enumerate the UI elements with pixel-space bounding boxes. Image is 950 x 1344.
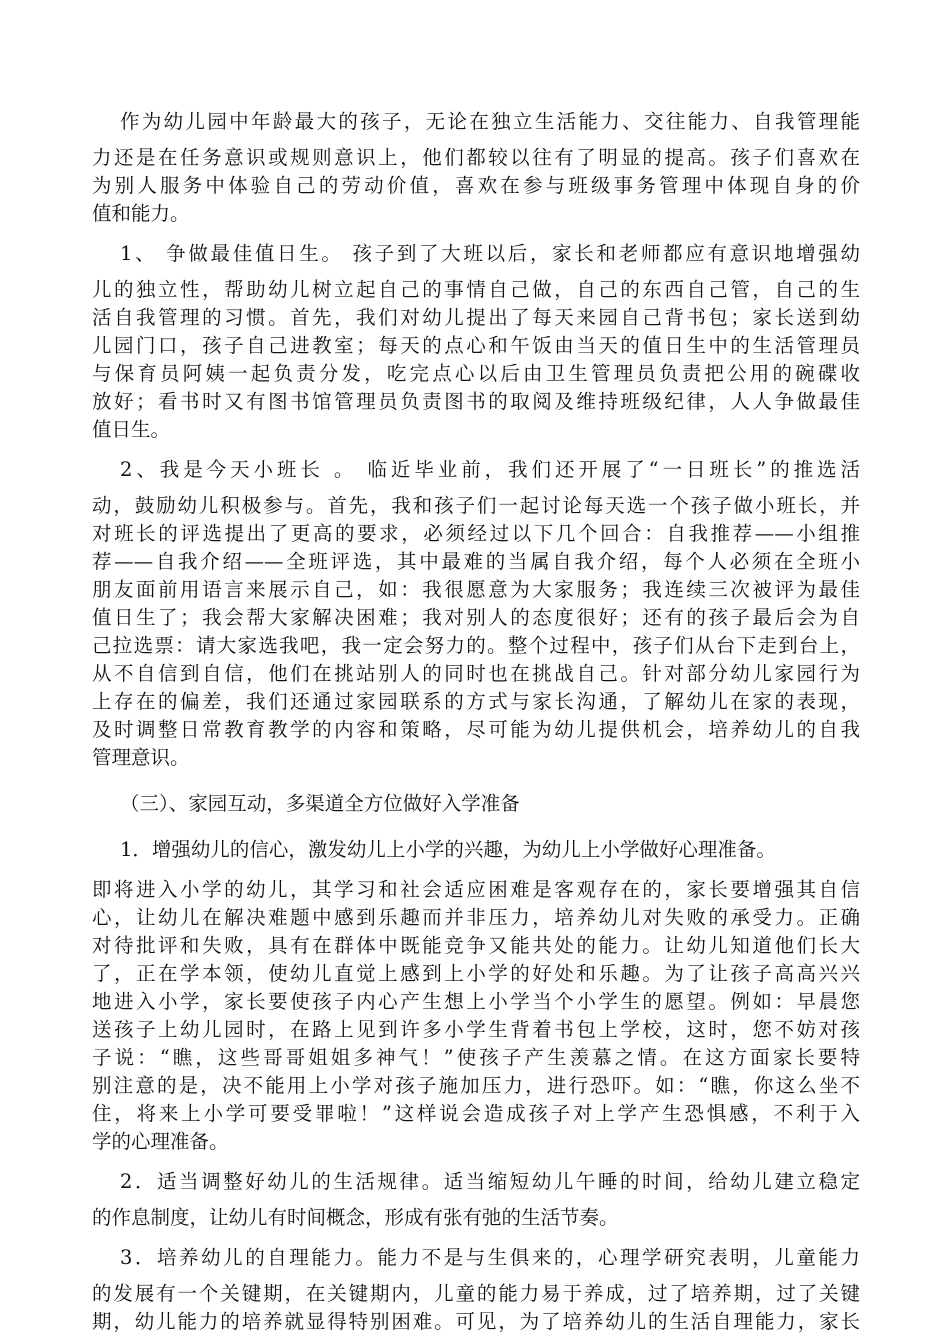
text-line: 3．培养幼儿的自理能力。能力不是与生俱来的，心理学研究表明，儿童能力 — [120, 1246, 860, 1269]
text-line: 子说：“瞧，这些哥哥姐姐多神气！”使孩子产生羡慕之情。在这方面家长要特 — [92, 1046, 860, 1069]
text-line: 管理意识。 — [92, 746, 190, 769]
section-heading — [92, 790, 860, 818]
text-line: 心，让幼儿在解决难题中感到乐趣而并非压力，培养幼儿对失败的承受力。正确 — [92, 906, 860, 929]
text-line: 值日生。 — [92, 418, 171, 441]
text-line: 住，将来上小学可要受罪啦！”这样说会造成孩子对上学产生恐惧感，不利于入 — [92, 1102, 860, 1125]
section-heading-text: （三）、家园互动，多渠道全方位做好入学准备 — [120, 792, 520, 815]
text-line: 值日生了；我会帮大家解决困难；我对别人的态度很好；还有的孩子最后会为自 — [92, 606, 860, 629]
text-line: 别注意的是，决不能用上小学对孩子施加压力，进行恐吓。如：“瞧，你这么坐不 — [92, 1074, 860, 1097]
text-line: 作为幼儿园中年龄最大的孩子，无论在独立生活能力、交往能力、自我管理能 — [120, 110, 860, 133]
text-line: 放好；看书时又有图书馆管理员负责图书的取阅及维持班级纪律，人人争做最佳 — [92, 390, 860, 413]
text-line: 地进入小学，家长要使孩子内心产生想上小学当个小学生的愿望。例如：早晨您 — [92, 990, 860, 1013]
text-line: 及时调整日常教育教学的内容和策略，尽可能为幼儿提供机会，培养幼儿的自我 — [92, 718, 860, 741]
text-line: 1．增强幼儿的信心，激发幼儿上小学的兴趣，为幼儿上小学做好心理准备。 — [120, 838, 776, 861]
text-line: 1、 争做最佳值日生。 孩子到了大班以后，家长和老师都应有意识地增强幼 — [120, 242, 860, 265]
point-3-paragraph — [92, 1244, 860, 1336]
point-1-paragraph — [92, 836, 860, 1156]
text-line: 值和能力。 — [92, 202, 190, 225]
text-line: 力还是在任务意识或规则意识上，他们都较以往有了明显的提高。孩子们喜欢在 — [92, 146, 860, 169]
text-line: 为别人服务中体验自己的劳动价值，喜欢在参与班级事务管理中体现自身的价 — [92, 174, 860, 197]
text-line: 从不自信到自信，他们在挑站别人的同时也在挑战自己。针对部分幼儿家园行为 — [92, 662, 860, 685]
text-line: 的发展有一个关键期，在关键期内，儿童的能力易于养成，过了培养期，过了关键 — [92, 1282, 860, 1305]
text-line: 期，幼儿能力的培养就显得特别困难。可见，为了培养幼儿的生活自理能力，家长 — [92, 1310, 860, 1333]
text-line: 的作息制度，让幼儿有时间概念，形成有张有弛的生活节奏。 — [92, 1206, 619, 1229]
text-line: 对班长的评选提出了更高的要求，必须经过以下几个回合：自我推荐——小组推 — [92, 522, 860, 545]
text-line: 对待批评和失败，具有在群体中既能竞争又能共处的能力。让幼儿知道他们长大 — [92, 934, 860, 957]
text-line: 上存在的偏差，我们还通过家园联系的方式与家长沟通，了解幼儿在家的表现， — [92, 690, 860, 713]
text-line: 2、我是今天小班长 。 临近毕业前，我们还开展了“一日班长”的推选活 — [120, 458, 860, 481]
text-line: 荐——自我介绍——全班评选，其中最难的当属自我介绍，每个人必须在全班小 — [92, 550, 860, 573]
text-line: 朋友面前用语言来展示自己，如：我很愿意为大家服务；我连续三次被评为最佳 — [92, 578, 860, 601]
text-line: 学的心理准备。 — [92, 1130, 229, 1153]
text-line: 己拉选票：请大家选我吧，我一定会努力的。整个过程中，孩子们从台下走到台上， — [92, 634, 860, 657]
text-line: 即将进入小学的幼儿，其学习和社会适应困难是客观存在的，家长要增强其自信 — [92, 878, 860, 901]
point-2-paragraph — [92, 1168, 860, 1232]
item-2-paragraph — [92, 456, 860, 772]
document-body — [92, 108, 860, 1336]
text-line: 了，正在学本领，使幼儿直觉上感到上小学的好处和乐趣。为了让孩子高高兴兴 — [92, 962, 860, 985]
text-line: 送孩子上幼儿园时，在路上见到许多小学生背着书包上学校，这时，您不妨对孩 — [92, 1018, 860, 1041]
text-line: 与保育员阿姨一起负责分发，吃完点心以后由卫生管理员负责把公用的碗碟收 — [92, 362, 860, 385]
intro-paragraph — [92, 108, 860, 228]
text-line: 2．适当调整好幼儿的生活规律。适当缩短幼儿午睡的时间，给幼儿建立稳定 — [120, 1170, 860, 1193]
text-line: 动，鼓励幼儿积极参与。首先，我和孩子们一起讨论每天选一个孩子做小班长，并 — [92, 494, 860, 517]
text-line: 儿的独立性，帮助幼儿树立起自己的事情自己做，自己的东西自己管，自己的生 — [92, 278, 860, 301]
item-1-paragraph — [92, 240, 860, 444]
text-line: 活自我管理的习惯。首先，我们对幼儿提出了每天来园自己背书包；家长送到幼 — [92, 306, 860, 329]
text-line: 儿园门口，孩子自己进教室；每天的点心和午饭由当天的值日生中的生活管理员 — [92, 334, 860, 357]
